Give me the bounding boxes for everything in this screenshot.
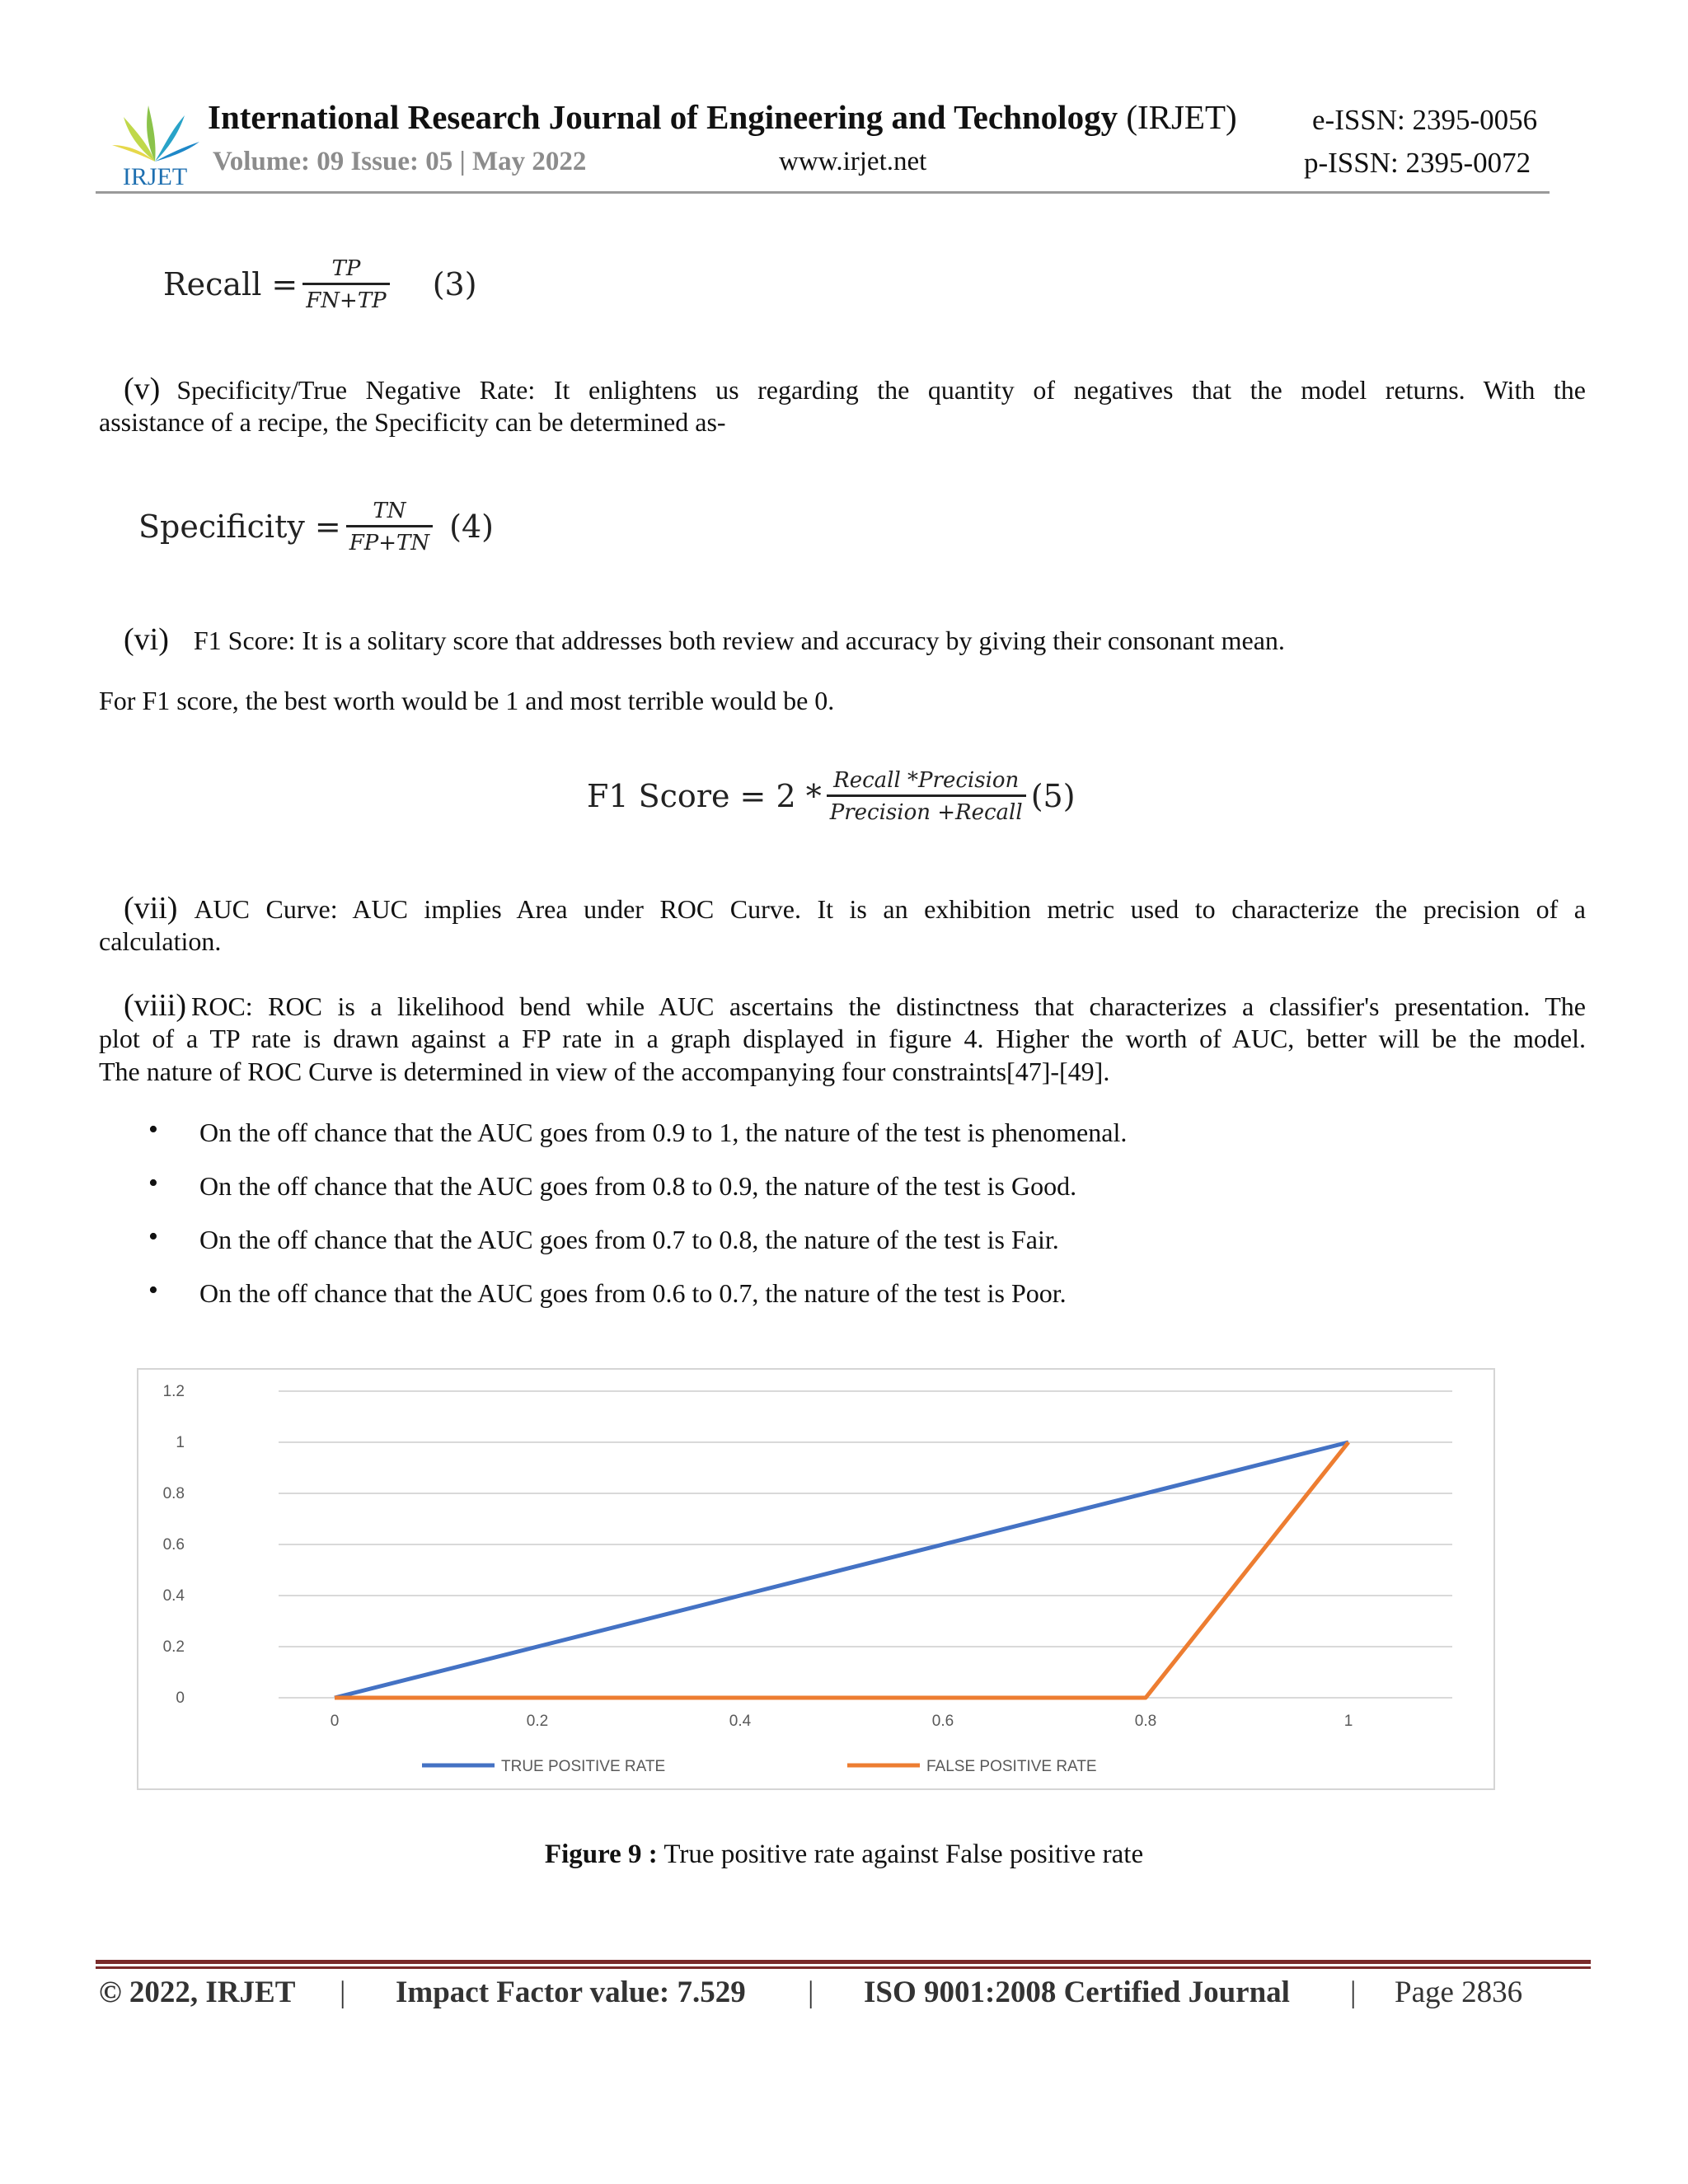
section-vii: (vii) AUC Curve: AUC implies Area under ROC Curve. It is an exhibition metric used to characterize the precision of a: [124, 891, 1586, 926]
section-vii-line2: calculation.: [99, 926, 222, 956]
section-v-line2: assistance of a recipe, the Specificity can be determined as-: [99, 407, 726, 437]
footer-separator: |: [1350, 1975, 1357, 2009]
bullet-item: On the off chance that the AUC goes from 0.8 to 0.9, the nature of the test is Good.: [199, 1171, 1077, 1201]
footer-impact-factor: Impact Factor value: 7.529: [396, 1975, 746, 2009]
footer-divider-thin: [96, 1966, 1591, 1969]
series-line: [335, 1442, 1348, 1698]
section-viii-line3: The nature of ROC Curve is determined in view of the accompanying four constraints[47]-[49].: [99, 1057, 1110, 1086]
footer-iso: ISO 9001:2008 Certified Journal: [864, 1975, 1290, 2009]
logo-text: IRJET: [122, 163, 188, 190]
logo-leaves-icon: [112, 105, 199, 162]
journal-website: www.irjet.net: [779, 147, 927, 176]
legend-label: TRUE POSITIVE RATE: [501, 1758, 666, 1775]
journal-title: International Research Journal of Engineering and Technology (IRJET): [208, 98, 1237, 136]
header-divider: [96, 191, 1550, 194]
y-tick-label: 0: [176, 1690, 185, 1707]
specificity-formula: Specificity = $\frac{TN}{FP+TN}$ (4): [138, 498, 494, 555]
eissn: e-ISSN: 2395-0056: [1312, 104, 1538, 136]
section-viii: (viii) ROC: ROC is a likelihood bend while AUC ascertains the distinctness that characterizes a classifier's presentation. The: [124, 988, 1586, 1023]
bullet-item: On the off chance that the AUC goes from 0.7 to 0.8, the nature of the test is Fair.: [199, 1225, 1059, 1254]
legend-label: FALSE POSITIVE RATE: [926, 1758, 1097, 1775]
section-v: (v) Specificity/True Negative Rate: It enlightens us regarding the quantity of negatives that the model returns. With the: [124, 372, 1586, 406]
footer-copyright: © 2022, IRJET: [99, 1975, 296, 2009]
x-tick-label: 0: [330, 1713, 340, 1730]
y-tick-label: 0.8: [162, 1485, 185, 1502]
f1-formula: F1 Score = 2 * $\frac{\text{Recall *Precision}}{\text{Precision +Recall}}$ (5): [587, 767, 1076, 825]
footer-separator: |: [340, 1975, 346, 2009]
figure-caption: Figure 9 : True positive rate against False positive rate: [544, 1840, 1144, 1869]
x-tick-label: 0.6: [931, 1713, 954, 1730]
x-tick-label: 0.2: [526, 1713, 549, 1730]
recall-formula: Recall = $\frac{TP}{FN+TP}$ (3): [163, 255, 477, 313]
footer-divider: [96, 1960, 1591, 1964]
y-tick-label: 0.6: [162, 1536, 185, 1554]
volume-issue: Volume: 09 Issue: 05 | May 2022: [213, 147, 587, 176]
footer-page-number: Page 2836: [1395, 1975, 1523, 2009]
journal-logo: [106, 97, 204, 190]
bullet-icon: •: [148, 1168, 158, 1198]
section-viii-line2: plot of a TP rate is drawn against a FP rate in a graph displayed in figure 4. Higher the worth of AUC, better will be the model.: [99, 1024, 1586, 1053]
bullet-item: On the off chance that the AUC goes from 0.9 to 1, the nature of the test is phenomenal.: [199, 1118, 1128, 1147]
x-tick-label: 0.8: [1134, 1713, 1157, 1730]
bullet-item: On the off chance that the AUC goes from 0.6 to 0.7, the nature of the test is Poor.: [199, 1278, 1067, 1308]
bullet-icon: •: [148, 1275, 158, 1305]
bullet-icon: •: [148, 1221, 158, 1252]
y-tick-label: 1.2: [162, 1383, 185, 1400]
y-tick-label: 0.4: [162, 1587, 185, 1605]
roc-chart-svg: [138, 1370, 1493, 1788]
bullet-icon: •: [148, 1114, 158, 1145]
x-tick-label: 0.4: [729, 1713, 752, 1730]
section-vi: (vi) F1 Score: It is a solitary score that addresses both review and accuracy by giving their consonant mean.: [124, 622, 1285, 657]
roc-chart: [137, 1368, 1495, 1790]
pissn: p-ISSN: 2395-0072: [1304, 147, 1531, 179]
y-tick-label: 0.2: [162, 1638, 185, 1656]
y-tick-label: 1: [176, 1434, 185, 1451]
footer-separator: |: [808, 1975, 814, 2009]
x-tick-label: 1: [1343, 1713, 1353, 1730]
f1-note: For F1 score, the best worth would be 1 and most terrible would be 0.: [99, 686, 835, 715]
